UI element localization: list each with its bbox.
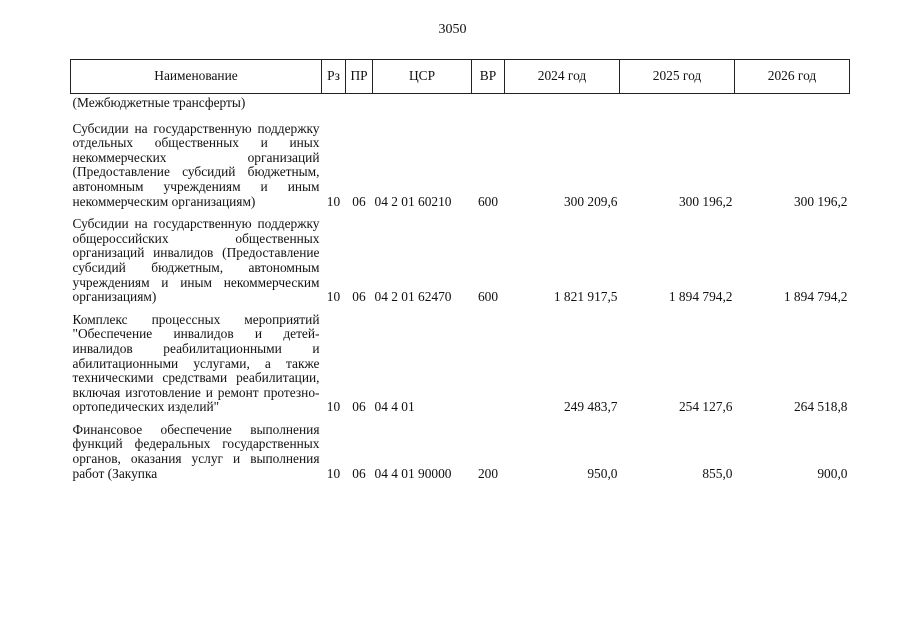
row-2025: 300 196,2 (678, 193, 733, 209)
header-csr: ЦСР (373, 60, 472, 94)
row-csr: 04 2 01 62470 (374, 289, 452, 305)
header-rz: Рз (322, 60, 346, 94)
budget-table (70, 59, 850, 481)
header-2024: 2024 год (505, 60, 620, 94)
table-header-row (71, 60, 850, 94)
table-row (71, 423, 850, 481)
row-2024: 1 821 917,5 (553, 289, 618, 305)
header-vr: ВР (472, 60, 505, 94)
continuation-text: (Межбюджетные трансферты) (72, 95, 246, 110)
row-rz: 10 (326, 465, 341, 481)
row-2025: 1 894 794,2 (668, 289, 733, 305)
header-pr: ПР (346, 60, 373, 94)
row-pr: 06 (352, 193, 366, 209)
row-2024: 300 209,6 (563, 193, 618, 209)
row-name: Финансовое обеспечение выполнения функций федеральных государственных органов, оказания услуг и выполнения работ (Закупка (72, 421, 320, 481)
row-pr: 06 (352, 465, 366, 481)
row-2026: 900,0 (817, 465, 848, 481)
table-row (71, 217, 850, 313)
row-vr: 600 (477, 289, 499, 305)
table-row (71, 313, 850, 423)
row-vr: 200 (477, 465, 499, 481)
row-name: Субсидии на государственную поддержку общероссийских общественных организаций инвалидов (Предоставление субсидий бюджетным, автономным учреждениям и иным некоммерческим организациям) (72, 216, 320, 305)
page-number: 3050 (438, 22, 467, 37)
table-row (71, 122, 850, 218)
row-2025: 254 127,6 (678, 399, 733, 415)
row-name: Комплекс процессных мероприятий "Обеспечение инвалидов и детей-инвалидов реабилитационными и абилитационными услугами, а также техническими средствами реабилитации, включая изготовление и ремонт протезно-ортопедических изделий" (72, 311, 320, 415)
row-rz: 10 (326, 399, 341, 415)
row-rz: 10 (326, 193, 341, 209)
continuation-row (71, 94, 850, 122)
row-rz: 10 (326, 289, 341, 305)
row-pr: 06 (352, 289, 366, 305)
row-2024: 950,0 (587, 465, 618, 481)
row-2026: 300 196,2 (793, 193, 848, 209)
header-name: Наименование (71, 60, 322, 94)
row-2026: 1 894 794,2 (783, 289, 848, 305)
row-2025: 855,0 (702, 465, 733, 481)
row-vr: 600 (477, 193, 499, 209)
row-csr: 04 4 01 (374, 399, 415, 415)
row-name: Субсидии на государственную поддержку отдельных общественных и иных некоммерческих организаций (Предоставление субсидий бюджетным, автономным учреждениям и иным некоммерческим организациям) (72, 120, 320, 209)
row-2024: 249 483,7 (563, 399, 618, 415)
row-csr: 04 2 01 60210 (374, 193, 452, 209)
row-pr: 06 (352, 399, 366, 415)
row-2026: 264 518,8 (793, 399, 848, 415)
row-csr: 04 4 01 90000 (374, 465, 452, 481)
header-2026: 2026 год (735, 60, 850, 94)
header-2025: 2025 год (620, 60, 735, 94)
row-vr (472, 313, 505, 423)
